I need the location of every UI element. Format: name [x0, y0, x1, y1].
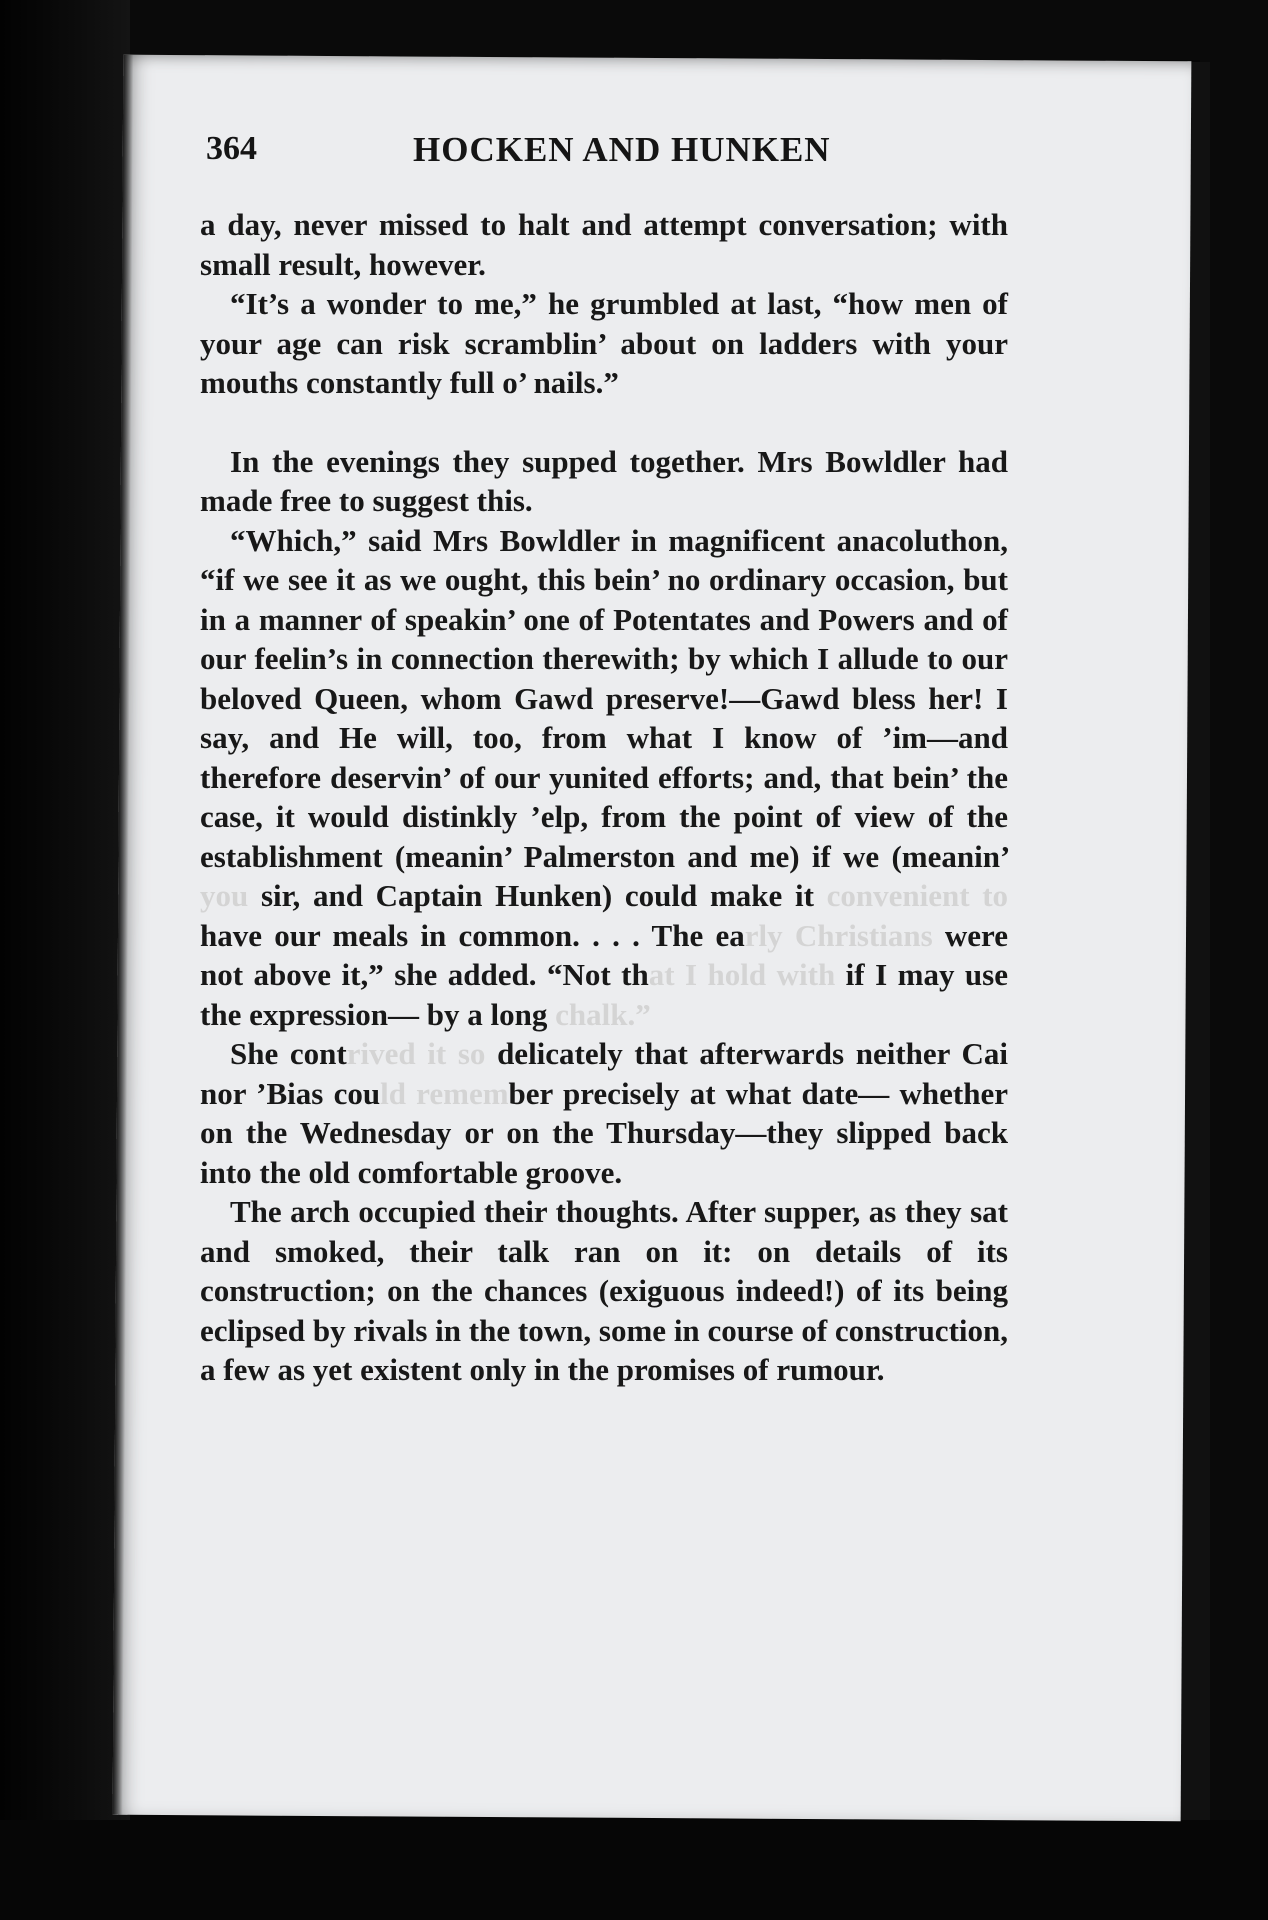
paragraph-bowldler-speech [200, 521, 1008, 1035]
page-number: 364 [206, 130, 257, 167]
speech-text-c: have our meals in common. . . . The ea [200, 917, 745, 953]
faded-text: rly Christians [744, 917, 933, 953]
body-text [200, 205, 1008, 1390]
contrived-text-c: ber precisely at what date— whether on the Wednesday or on the Thursday—they slipped back into the old comfortable groove. [200, 1075, 1008, 1190]
top-margin-shadow [0, 0, 1268, 60]
faded-text: convenient to [826, 878, 1009, 913]
speech-text-d: were not above it,” she added. “Not th [200, 917, 1009, 992]
faded-text: rived it so [346, 1036, 486, 1071]
paragraph-contrived [200, 1034, 1008, 1192]
faded-text: ld remem [380, 1075, 509, 1111]
paragraph-continuation: a day, never missed to halt and attempt conversation; with small result, however. [200, 207, 1008, 282]
contrived-text-a: She cont [230, 1036, 347, 1071]
paragraph-grumble: “It’s a wonder to me,” he grumbled at last, “how men of your age can risk scramblin’ about on ladders with your mouths constantly full o’ nails.” [200, 286, 1008, 400]
book-binding-shadow [0, 0, 130, 1920]
faded-text: you [200, 878, 249, 913]
speech-text-e: if I may use the expression— by a long [200, 957, 1008, 1032]
bottom-margin-shadow [0, 1820, 1268, 1920]
speech-text-main: “Which,” said Mrs Bowldler in magnificent anacoluthon, “if we see it as we ought, this bein’ no ordinary occasion, but in a manner of speakin’ one of Potentates and Powers and of our feelin’s in connection therewith; by which I allude to our beloved Queen, whom Gawd preserve!—Gawd bless her! I say, and He will, too, from what I know of ’im—and therefore deservin’ of our yunited efforts; and, that bein’ the case, it would distinkly ’elp, from the point of view of the establishment (meanin’ Palmerston and me) if we (meanin’ [200, 522, 1008, 874]
running-head-title: HOCKEN AND HUNKEN [413, 130, 831, 169]
faded-text: at I hold with [648, 957, 836, 992]
paragraph-arch: The arch occupied their thoughts. After supper, as they sat and smoked, their talk ran on it: on details of its construction; on the chances (exiguous indeed!) of its being eclipsed by rivals in the town, some in course of construction, a few as yet existent only in the promises of rumour. [200, 1194, 1008, 1387]
paragraph-evenings: In the evenings they supped together. Mrs Bowldler had made free to suggest this. [200, 443, 1008, 518]
contrived-text-b: delicately that afterwards neither Cai nor ’Bias cou [200, 1036, 1008, 1111]
speech-text-b: sir, and Captain Hunken) could make it [260, 878, 814, 913]
right-margin-shadow [1200, 0, 1268, 1920]
faded-text: chalk.” [555, 996, 651, 1032]
